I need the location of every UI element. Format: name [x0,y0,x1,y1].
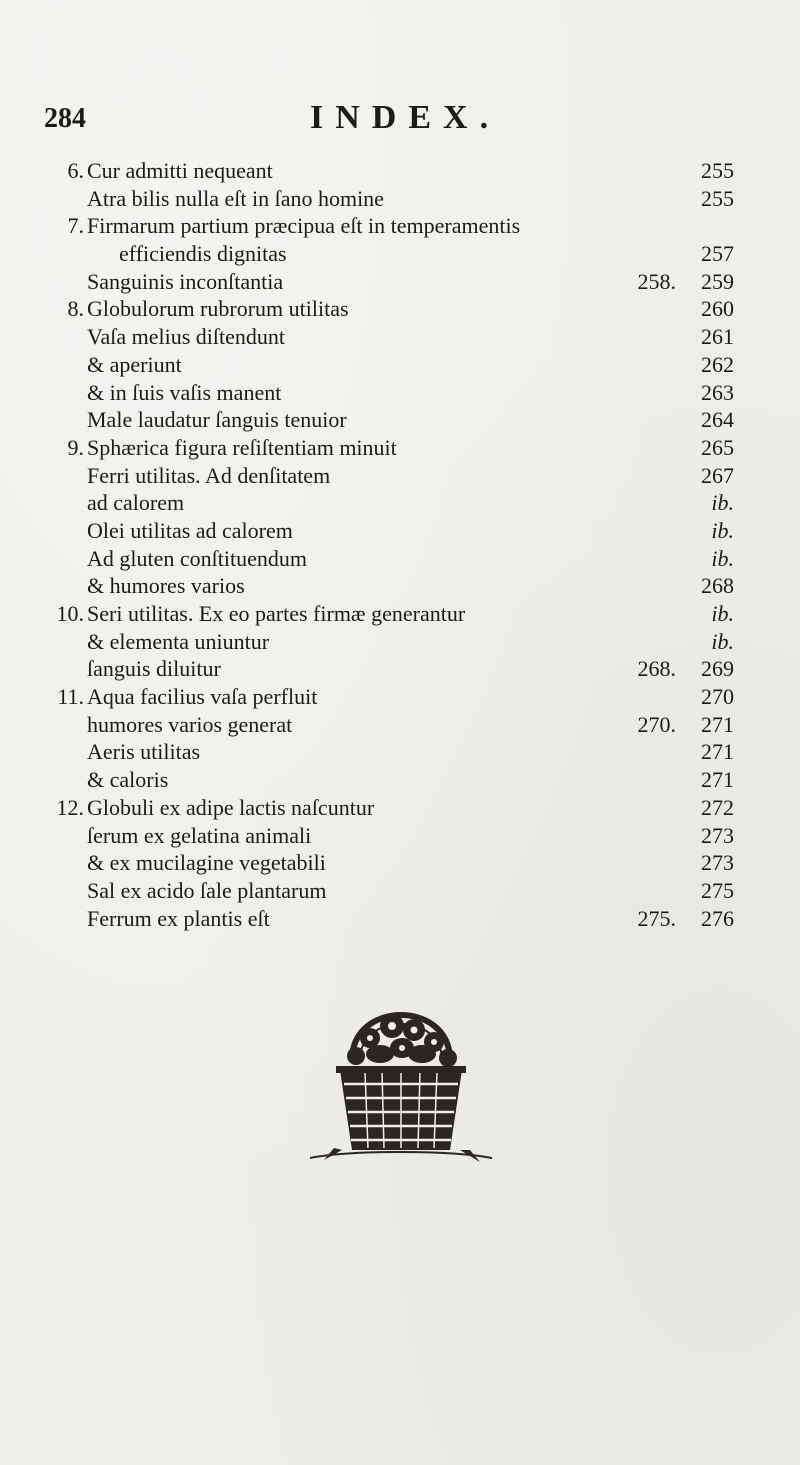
index-entry [40,406,740,434]
index-entry [40,295,740,323]
entry-page: 255 [701,185,734,211]
running-title: INDEX. [310,99,501,136]
entry-text: & ex mucilagine vegetabili [87,850,326,876]
entry-text: ad calorem [87,490,185,516]
entry-text: Seri utilitas. Ex eo partes firmæ generantur [87,601,466,626]
index-entry [40,822,740,850]
entry-page: 271 [701,739,734,765]
index-entry [40,849,740,877]
entry-text: Sal ex acido ſale plantarum [87,877,327,903]
index-entry [40,628,740,656]
page-header [44,95,744,135]
entry-number: 8. [67,296,84,322]
entry-text: Vaſa melius diſtendunt [87,324,285,350]
entry-text: efficiendis dignitas [119,241,287,267]
entry-text: Olei utilitas ad calorem [87,517,293,543]
index-entry [40,323,740,351]
entry-text: & in ſuis vaſis manent [87,379,282,405]
entry-text: Aqua facilius vaſa perfluit [87,684,318,710]
entry-text: Globuli ex adipe lactis naſcuntur [87,794,375,820]
index-entry [40,683,740,711]
entry-page: 264 [701,407,734,433]
entry-number: 7. [67,213,84,239]
entry-page: 257 [701,241,734,267]
entry-page: 273 [701,850,734,876]
entry-page: ib. [711,517,734,543]
entry-text: & aperiunt [87,351,182,377]
entry-page: 270 [701,684,734,710]
entry-page: 268 [701,573,734,599]
entry-page: 265 [701,434,734,460]
index-entry [40,351,740,379]
entry-page-range-start: 258. [637,268,676,294]
entry-number: 11. [57,684,84,710]
entry-text: Ferrum ex plantis eſt [87,905,270,931]
index-entry [40,268,740,296]
entry-number: 12. [56,794,84,820]
entry-text: Cur admitti nequeant [87,158,273,183]
entry-page: 267 [701,462,734,488]
index-entry [40,545,740,573]
entry-page: 273 [701,822,734,848]
index-entry [40,517,740,545]
index-entry [40,877,740,905]
index-entry [40,434,740,462]
entry-text: & humores varios [87,573,245,599]
entry-page: ib. [711,628,734,654]
entry-page: 272 [701,794,734,820]
entry-text: Sphærica figura reſiſtentiam minuit [87,434,397,460]
index-entry [40,185,740,213]
index-entry [40,711,740,739]
entry-page: 259 [701,268,734,294]
index-entry [40,600,740,628]
entry-page: 276 [701,905,734,931]
entry-page: 271 [701,711,734,737]
entry-page: 262 [701,351,734,377]
entry-text: Atra bilis nulla eſt in ſano homine [87,185,384,211]
page-number: 284 [44,103,86,134]
index-entry [40,157,740,185]
entry-text: Sanguinis inconſtantia [87,268,284,294]
entry-text: Male laudatur ſanguis tenuior [87,407,347,433]
entry-page: 269 [701,656,734,682]
index-entry [40,905,740,933]
entry-text: Firmarum partium præcipua eſt in temperamentis [87,213,521,239]
entry-page: ib. [711,545,734,571]
index-entry [40,738,740,766]
entry-text: ſerum ex gelatina animali [87,822,312,848]
entry-text: Globulorum rubrorum utilitas [87,296,349,322]
index-entry [40,240,740,268]
entry-page: 261 [701,324,734,350]
flower-basket-icon [310,990,492,1166]
index-entry [40,794,740,822]
entry-page: ib. [711,601,734,626]
index-entry [40,766,740,794]
entry-page-range-start: 270. [637,711,676,737]
index-entry [40,655,740,683]
entry-text: humores varios generat [87,711,293,737]
index-entry [40,379,740,407]
entry-text: ſanguis diluitur [87,656,221,682]
index-entry [40,462,740,490]
entry-text: Ad gluten conſtituendum [87,545,307,571]
entry-page: 271 [701,767,734,793]
entry-number: 10. [56,601,84,626]
index-entry [40,572,740,600]
entry-number: 6. [67,158,84,183]
entry-page-range-start: 268. [637,656,676,682]
index-entry [40,489,740,517]
entry-page-range-start: 275. [637,905,676,931]
entry-page: 275 [701,877,734,903]
index-entry [40,212,740,240]
entry-page: 263 [701,379,734,405]
entry-text: & caloris [87,767,169,793]
entry-text: Ferri utilitas. Ad denſitatem [87,462,331,488]
entry-page: 260 [701,296,734,322]
entry-page: 255 [701,158,734,183]
entry-number: 9. [67,434,84,460]
index-entries [40,157,740,932]
entry-text: Aeris utilitas [87,739,201,765]
entry-text: & elementa uniuntur [87,628,270,654]
entry-page: ib. [711,490,734,516]
